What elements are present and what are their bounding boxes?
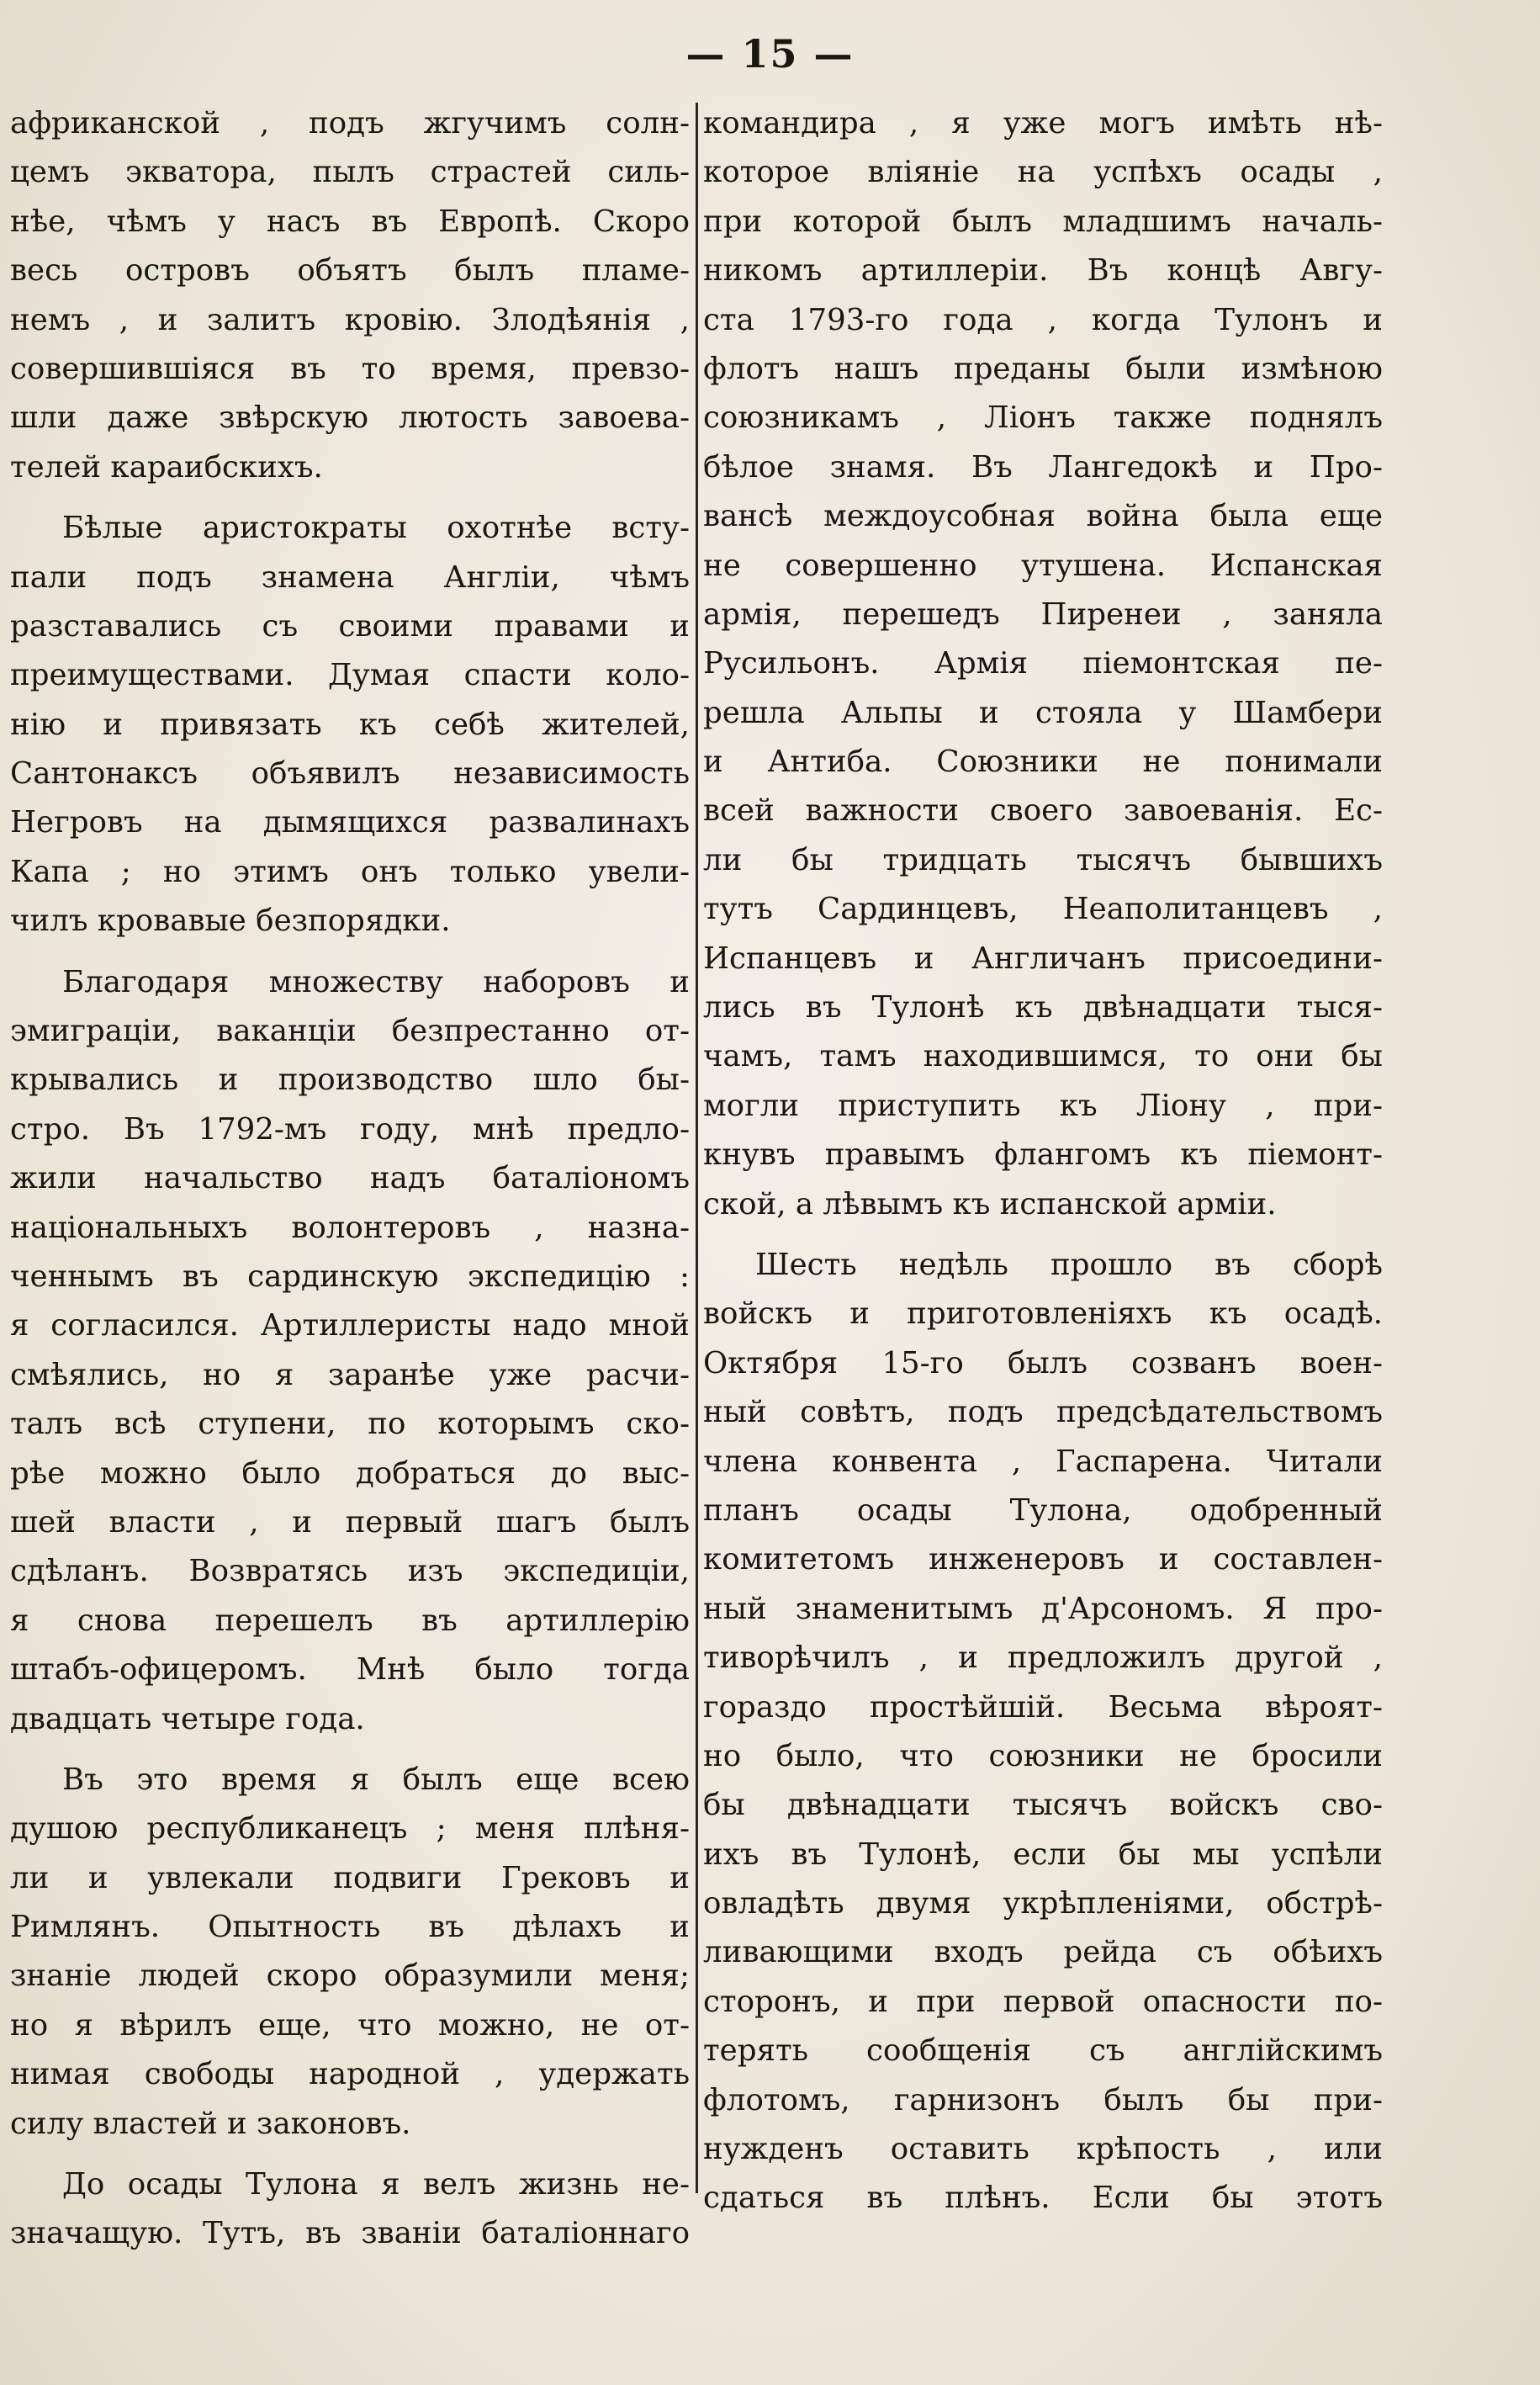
text-line: армія, перешедъ Пиренеи , заняла [703, 596, 1383, 632]
text-line: сдѣланъ. Возвратясь изъ экспедиціи, [10, 1554, 690, 1589]
text-line: сторонъ, и при первой опасности по- [703, 1984, 1383, 2019]
text-line: нужденъ оставить крѣпость , или [703, 2132, 1383, 2167]
text-line: Русильонъ. Армія піемонтская пе- [703, 646, 1383, 681]
text-line: совершившіяся въ то время, превзо- [10, 351, 690, 386]
text-line: командира , я уже могъ имѣть нѣ- [703, 106, 1383, 140]
text-line: эмиграціи, ваканціи безпрестанно от- [10, 1014, 690, 1049]
text-line: ской, а лѣвымъ къ испанской арміи. [703, 1186, 1277, 1222]
text-line: кнувъ правымъ флангомъ къ піемонт- [703, 1137, 1383, 1173]
text-line: союзникамъ , Ліонъ также поднялъ [703, 400, 1383, 436]
page-number: — 15 — [685, 31, 855, 77]
text-line: не совершенно утушена. Испанская [703, 548, 1383, 583]
text-line: знаніе людей скоро образумили меня; [10, 1958, 690, 1994]
text-line: штабъ-офицеромъ. Мнѣ было тогда [10, 1652, 690, 1688]
text-line: телей караибскихъ. [10, 449, 323, 485]
text-line: ливающими входъ рейда съ обѣихъ [703, 1935, 1383, 1970]
text-line: цемъ экватора, пылъ страстей силь- [10, 155, 690, 190]
text-line: значащую. Тутъ, въ званіи баталіоннаго [10, 2216, 690, 2251]
text-line: смѣялись, но я заранѣе уже расчи- [10, 1357, 690, 1392]
text-line: Римлянъ. Опытность въ дѣлахъ и [10, 1910, 690, 1945]
text-line: преимуществами. Думая спасти коло- [10, 658, 690, 693]
text-line: пали подъ знамена Англіи, чѣмъ [10, 559, 690, 595]
text-line: стро. Въ 1792-мъ году, мнѣ предло- [10, 1111, 690, 1147]
text-line: ный знаменитымъ д'Арсономъ. Я про- [703, 1591, 1383, 1626]
text-line: шей власти , и первый шагъ былъ [10, 1504, 690, 1540]
text-line: которое вліяніе на успѣхъ осады , [703, 155, 1383, 190]
text-line: Шесть недѣль прошло въ сборѣ [755, 1247, 1383, 1282]
text-line: національныхъ волонтеровъ , назна- [10, 1210, 690, 1245]
text-line: двадцать четыре года. [10, 1701, 365, 1736]
text-line: ли бы тридцать тысячъ бывшихъ [703, 842, 1383, 877]
text-line: сдаться въ плѣнъ. Если бы этотъ [703, 2181, 1383, 2216]
text-line: всей важности своего завоеванія. Ес- [703, 793, 1383, 829]
text-line: решла Альпы и стояла у Шамбери [703, 695, 1383, 730]
text-line: Капа ; но этимъ онъ только увели- [10, 854, 690, 889]
text-line: весь островъ объятъ былъ пламе- [10, 253, 690, 289]
text-line: нимая свободы народной , удержать [10, 2057, 690, 2092]
text-line: тутъ Сардинцевъ, Неаполитанцевъ , [703, 892, 1383, 927]
text-line: я согласился. Артиллеристы надо мной [10, 1308, 690, 1344]
text-line: нію и привязать къ себѣ жителей, [10, 707, 690, 742]
text-line: шли даже звѣрскую лютость завоева- [10, 400, 690, 436]
text-line: члена конвента , Гаспарена. Читали [703, 1444, 1383, 1479]
text-line: жили начальство надъ баталіономъ [10, 1161, 690, 1196]
text-line: лись въ Тулонѣ къ двѣнадцати тыся- [703, 990, 1383, 1026]
text-line: ихъ въ Тулонѣ, если бы мы успѣли [703, 1836, 1383, 1872]
text-line: войскъ и приготовленіяхъ къ осадѣ. [703, 1296, 1383, 1332]
text-line: овладѣть двумя укрѣпленіями, обстрѣ- [703, 1886, 1383, 1921]
text-line: вансѣ междоусобная война была еще [703, 499, 1383, 534]
text-line: гораздо простѣйшій. Весьма вѣроят- [703, 1689, 1383, 1725]
text-line: Въ это время я былъ еще всею [62, 1762, 690, 1797]
text-line: флотъ нашъ преданы были измѣною [703, 351, 1383, 386]
text-line: крывались и производство шло бы- [10, 1063, 690, 1098]
text-line: я снова перешелъ въ артиллерію [10, 1603, 690, 1638]
text-line: тиворѣчилъ , и предложилъ другой , [703, 1640, 1383, 1676]
text-line: силу властей и законовъ. [10, 2106, 411, 2141]
text-line: но было, что союзники не бросили [703, 1738, 1383, 1773]
text-line: душою республиканецъ ; меня плѣня- [10, 1811, 690, 1847]
text-line: ли и увлекали подвиги Грековъ и [10, 1860, 690, 1895]
text-line: разставались съ своими правами и [10, 608, 690, 644]
text-line: терять сообщенія съ англійскимъ [703, 2033, 1383, 2069]
text-line: Благодаря множеству наборовъ и [62, 964, 690, 999]
text-line: талъ всѣ ступени, по которымъ ско- [10, 1407, 690, 1442]
text-line: ста 1793-го года , когда Тулонъ и [703, 302, 1383, 337]
text-line: Сантонаксъ объявилъ независимость [10, 756, 690, 792]
text-line: никомъ артиллеріи. Въ концѣ Авгу- [703, 253, 1383, 289]
left-text-column [10, 99, 690, 2251]
text-line: ченнымъ въ сардинскую экспедицію : [10, 1259, 690, 1294]
text-line: но я вѣрилъ еще, что можно, не от- [10, 2007, 690, 2043]
text-line: нѣе, чѣмъ у насъ въ Европѣ. Скоро [10, 204, 690, 239]
text-line: Негровъ на дымящихся развалинахъ [10, 805, 690, 840]
text-line: при которой былъ младшимъ началь- [703, 204, 1383, 239]
text-line: бы двѣнадцати тысячъ войскъ сво- [703, 1788, 1383, 1823]
text-line: Октября 15-го былъ созванъ воен- [703, 1345, 1383, 1381]
text-line: чамъ, тамъ находившимся, то они бы [703, 1039, 1383, 1074]
text-line: ный совѣтъ, подъ предсѣдательствомъ [703, 1395, 1383, 1430]
text-line: немъ , и залитъ кровію. Злодѣянія , [10, 302, 690, 337]
text-line: комитетомъ инженеровъ и составлен- [703, 1542, 1383, 1577]
right-text-column [703, 99, 1383, 2236]
text-line: африканской , подъ жгучимъ солн- [10, 106, 690, 140]
text-line: планъ осады Тулона, одобренный [703, 1492, 1383, 1528]
text-line: Бѣлые аристократы охотнѣе всту- [62, 511, 690, 546]
text-line: чилъ кровавые безпорядки. [10, 904, 451, 939]
text-line: и Антиба. Союзники не понимали [703, 745, 1383, 780]
text-line: флотомъ, гарнизонъ былъ бы при- [703, 2082, 1383, 2117]
text-line: До осады Тулона я велъ жизнь не- [62, 2167, 690, 2202]
column-divider [696, 103, 698, 2193]
text-line: рѣе можно было добраться до выс- [10, 1455, 690, 1491]
text-line: Испанцевъ и Англичанъ присоедини- [703, 941, 1383, 976]
text-line: бѣлое знамя. Въ Лангедокѣ и Про- [703, 449, 1383, 485]
text-line: могли приступить къ Ліону , при- [703, 1088, 1383, 1123]
